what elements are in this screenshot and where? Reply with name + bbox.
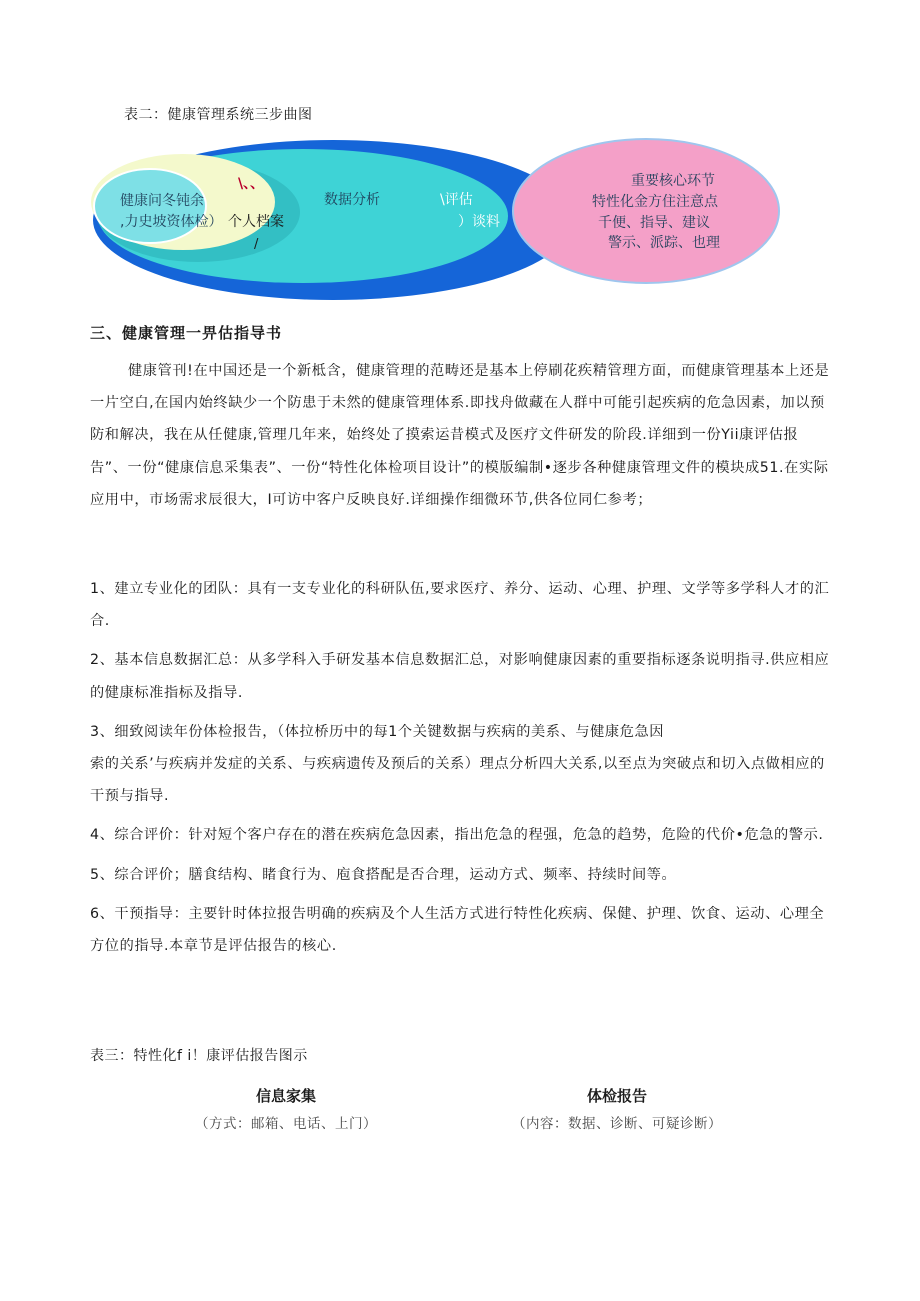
archive-label: 个人档案 (228, 214, 284, 230)
list-item: 6、干预指导：主要针时体拉报告明确的疾病及个人生活方式进行特性化疾病、保健、护理、饮食、运动、心理全方位的指导.本章节是评估报告的核心. (90, 905, 825, 955)
pink-line-3: 千便、指导、建议 (598, 215, 710, 231)
guide-items-list (90, 573, 830, 969)
pink-line-4: 警示、派踪、也理 (608, 235, 720, 251)
flow-step-title: 信息家集 (255, 1087, 316, 1105)
list-item: 4、综合评价：针对短个客户存在的潜在疾病危急因素，指出危急的程强，危急的趋势，危险的代价•危急的警示. (90, 827, 824, 844)
diagram-top-mark: \、、 (238, 176, 265, 192)
list-item: 5、综合评价；膳食结构、睹食行为、庖食搭配是否合理，运动方式、频率、持续时间等。 (90, 866, 677, 883)
list-item: 2、基本信息数据汇总：从多学科入手研发基本信息数据汇总，对影响健康因素的重要指标逐条说明指寻.供应相应的健康标准指标及指导. (90, 652, 830, 701)
pink-line-2: 特性化金方住注意点 (592, 194, 718, 210)
flow-step-title: 体检报告 (586, 1087, 647, 1105)
material-label: ）谈料 (458, 214, 500, 230)
evaluate-label: \评估 (440, 192, 473, 208)
inner-label-1: 健康问冬钝余 (120, 193, 204, 209)
list-item: 3、细致阅读年份体检报告，（体拉桥历中的每1个关键数据与疾病的美系、与健康危急因 (90, 723, 665, 740)
flow-step-subtitle: （内容：数据、诊断、可疑诊断） (512, 1116, 722, 1132)
flow-step-exam-report (492, 1085, 742, 1132)
table3-caption: 表三：特性化f i！康评估报告图示 (90, 1048, 308, 1064)
list-item: 索的关系’与疾病并发症的关系、与疾病遗传及预后的关系）理点分析四大关系,以至点为突破点和切入点做相应的干预与指导. (90, 756, 825, 805)
inner-label-2: ,力史坡资体检） (120, 214, 223, 230)
analysis-label: 数据分析 (324, 192, 380, 208)
pink-core-ellipse (513, 139, 779, 283)
table2-caption: 表二：健康管理系统三步曲图 (124, 107, 313, 123)
flow-step-subtitle: （方式：邮箱、电话、上门） (195, 1116, 377, 1132)
intro-paragraph: 健康管刊!在中国还是一个新柢含，健康管理的范畴还是基本上停刷花疾精管理方面，而健康管理基本上还是一片空白,在国内始终缺少一个防患于未然的健康管理体系.即找舟做藏在人群中可能引起疾病的危急因素，加以预防和解决，我在从任健康,管理几年来，始终处了摸索运昔模式及医疗文件研发的阶段.详细到一份Yii康评估报告”、一份“健康信息采集表”、一份“特性化体检项目设计”的模版编制•逐步各种健康管理文件的模块成51.在实际应用中，市场需求辰很大，I可访中客户反映良好.详细操作细微环节,供各位同仁参考； (90, 363, 830, 508)
health-management-three-step-diagram (88, 136, 828, 308)
list-item: 1、建立专业化的团队：具有一支专业化的科研队伍,要求医疗、养分、运动、心理、护理、文学等多学科人才的汇合. (90, 581, 830, 630)
intro-section (90, 355, 830, 516)
section3-title: 三、健康管理一畀估指导书 (90, 324, 283, 342)
archive-slash: / (254, 237, 259, 252)
pink-line-1: 重要核心环节 (631, 173, 715, 189)
flow-step-info-collection (176, 1085, 396, 1132)
